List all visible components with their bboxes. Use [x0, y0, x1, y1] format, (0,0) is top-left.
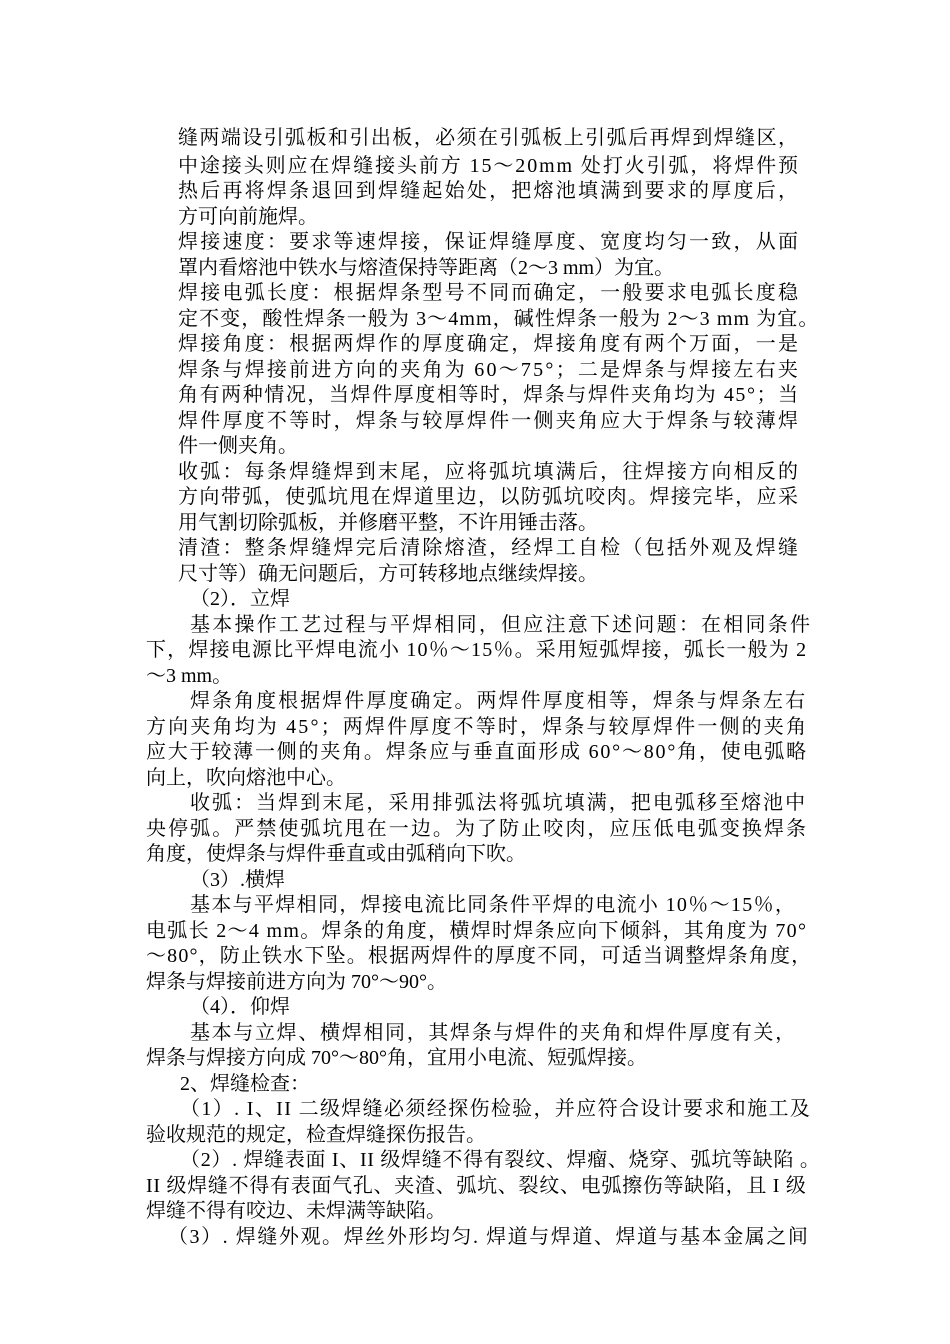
text-line: 缝两端设引弧板和引出板，必须在引弧板上引弧后再焊到焊缝区， — [178, 127, 800, 149]
text-line: 焊缝不得有咬边、未焊满等缺陷。 — [146, 1200, 446, 1222]
text-line: 收弧：当焊到末尾，采用排弧法将弧坑填满，把电弧移至熔池中 — [190, 792, 808, 814]
text-line: 角度，使焊条与焊件垂直或由弧稍向下吹。 — [146, 843, 526, 865]
text-line: 尺寸等）确无问题后，方可转移地点继续焊接。 — [178, 563, 598, 585]
text-line: （2）. 焊缝表面 I、II 级焊缝不得有裂纹、焊瘤、烧穿、弧坑等缺陷 。 — [180, 1149, 821, 1171]
text-line: 方向带弧，使弧坑甩在焊道里边，以防弧坑咬肉。焊接完毕，应采 — [178, 486, 800, 508]
text-line: 定不变，酸性焊条一般为 3～4mm，碱性焊条一般为 2～3 mm 为宜。 — [178, 308, 820, 330]
text-line: 基本与平焊相同，焊接电流比同条件平焊的电流小 10％～15％， — [190, 894, 797, 916]
text-line: 焊接电弧长度：根据焊条型号不同而确定，一般要求电弧长度稳 — [178, 282, 801, 304]
text-line: （1）. I、II 二级焊缝必须经探伤检验，并应符合设计要求和施工及 — [180, 1098, 812, 1120]
section-heading: （3）.横焊 — [190, 869, 285, 891]
text-line: 方可向前施焊。 — [178, 206, 318, 228]
text-line: ～80°，防止铁水下坠。根据两焊件的厚度不同，可适当调整焊条角度， — [146, 945, 813, 967]
section-heading: （4）．仰焊 — [190, 996, 290, 1018]
text-line: 焊条与焊接方向成 70°～80°角，宜用小电流、短弧焊接。 — [146, 1047, 647, 1069]
text-line: II 级焊缝不得有表面气孔、夹渣、弧坑、裂纹、电弧擦伤等缺陷，且 I 级 — [146, 1175, 807, 1197]
text-line: 清渣：整条焊缝焊完后清除熔渣，经焊工自检（包括外观及焊缝 — [178, 537, 801, 559]
text-line: 收弧：每条焊缝焊到末尾，应将弧坑填满后，往焊接方向相反的 — [178, 461, 801, 483]
text-line: 焊件厚度不等时，焊条与较厚焊件一侧夹角应大于焊条与较薄焊 — [178, 410, 801, 432]
text-line: 罩内看熔池中铁水与熔渣保持等距离（2～3 mm）为宜。 — [178, 257, 675, 279]
text-line: 中途接头则应在焊缝接头前方 15～20mm 处打火引弧，将焊件预 — [178, 155, 800, 177]
text-line: 电弧长 2～4 mm。焊条的角度，横焊时焊条应向下倾斜，其角度为 70° — [146, 920, 808, 942]
text-line: 验收规范的规定，检查焊缝探伤报告。 — [146, 1124, 486, 1146]
text-line: 基本与立焊、横焊相同，其焊条与焊件的夹角和焊件厚度有关， — [190, 1022, 797, 1044]
section-heading: （2）．立焊 — [190, 588, 290, 610]
text-line: 焊条与焊接前进方向的夹角为 60～75°；二是焊条与焊接左右夹 — [178, 359, 801, 381]
text-line: 角有两种情况，当焊件厚度相等时，焊条与焊件夹角均为 45°；当 — [178, 384, 800, 406]
section-heading: 2、焊缝检查： — [180, 1073, 310, 1095]
text-line: 焊接角度：根据两焊作的厚度确定，焊接角度有两个万面，一是 — [178, 333, 801, 355]
text-line: （3）. 焊缝外观。焊丝外形均匀. 焊道与焊道、焊道与基本金属之间 — [168, 1226, 810, 1248]
text-line: 央停弧。严禁使弧坑甩在一边。为了防止咬肉，应压低电弧变换焊条 — [146, 818, 809, 840]
text-line: 件一侧夹角。 — [178, 435, 298, 457]
text-line: 下，焊接电源比平焊电流小 10％～15％。采用短弧焊接，弧长一般为 2 — [146, 639, 808, 661]
text-line: 应大于较薄一侧的夹角。焊条应与垂直面形成 60°～80°角，使电弧略 — [146, 741, 808, 763]
text-line: 焊条与焊接前进方向为 70°～90°。 — [146, 971, 447, 993]
text-line: 用气割切除弧板，并修磨平整，不许用锤击落。 — [178, 512, 598, 534]
text-line: 焊接速度：要求等速焊接，保证焊缝厚度、宽度均匀一致，从面 — [178, 231, 801, 253]
text-line: 向上，吹向熔池中心。 — [146, 767, 346, 789]
text-line: ～3 mm。 — [146, 665, 233, 687]
text-line: 方向夹角均为 45°；两焊件厚度不等时，焊条与较厚焊件一侧的夹角 — [146, 716, 809, 738]
text-line: 焊条角度根据焊件厚度确定。两焊件厚度相等，焊条与焊条左右 — [190, 690, 808, 712]
text-line: 基本操作工艺过程与平焊相同，但应注意下述问题：在相同条件 — [190, 614, 813, 636]
text-line: 热后再将焊条退回到焊缝起始处，把熔池填满到要求的厚度后， — [178, 180, 801, 202]
